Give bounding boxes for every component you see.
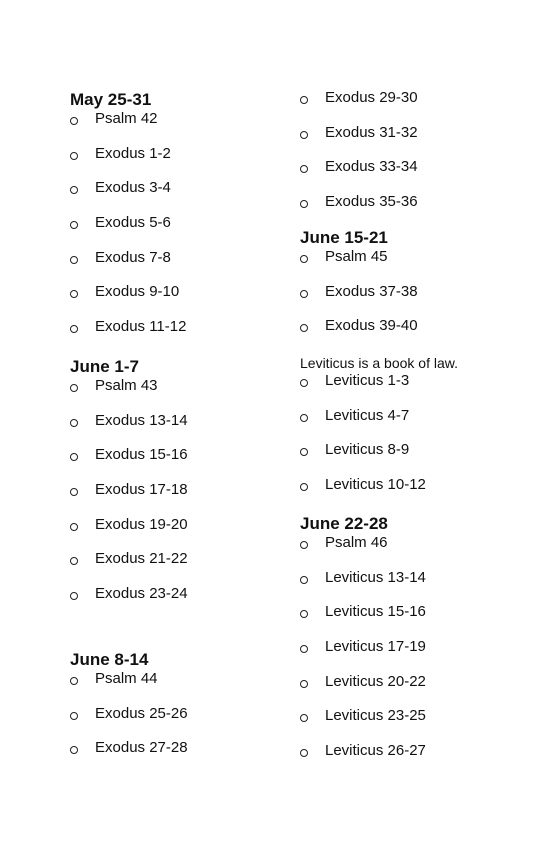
- reading-label: Exodus 5-6: [95, 214, 171, 232]
- reading-list: [70, 110, 300, 353]
- circle-bullet-icon: [70, 419, 78, 427]
- leviticus-section: [300, 354, 530, 511]
- circle-bullet-icon: [300, 324, 308, 332]
- reading-item: [70, 377, 300, 412]
- circle-bullet-icon: [300, 165, 308, 173]
- reading-label: Exodus 1-2: [95, 144, 171, 162]
- reading-label: Leviticus 1-3: [325, 372, 410, 389]
- section-june-1-7: [70, 357, 300, 620]
- circle-bullet-icon: [300, 200, 308, 208]
- reading-item: [70, 446, 300, 481]
- section-heading: June 22-28: [300, 514, 388, 533]
- circle-bullet-icon: [70, 152, 78, 160]
- reading-label: Exodus 21-22: [95, 550, 188, 568]
- reading-label: Leviticus 13-14: [325, 568, 426, 586]
- circle-bullet-icon: [70, 453, 78, 461]
- section-heading: May 25-31: [70, 90, 152, 109]
- reading-item: [70, 179, 300, 214]
- reading-list: [300, 534, 530, 777]
- reading-label: Exodus 3-4: [95, 179, 171, 197]
- circle-bullet-icon: [300, 131, 308, 139]
- reading-item: [300, 707, 530, 742]
- reading-item: [300, 603, 530, 638]
- reading-label: Psalm 44: [95, 670, 158, 687]
- circle-bullet-icon: [70, 290, 78, 298]
- circle-bullet-icon: [70, 557, 78, 565]
- section-heading: June 1-7: [70, 357, 139, 376]
- circle-bullet-icon: [70, 677, 78, 685]
- reading-label: Psalm 43: [95, 377, 158, 394]
- reading-item: [70, 481, 300, 516]
- circle-bullet-icon: [70, 384, 78, 392]
- reading-item: [300, 283, 530, 318]
- leviticus-note: Leviticus is a book of law.: [300, 355, 458, 371]
- reading-label: Exodus 25-26: [95, 704, 188, 722]
- reading-item: [70, 670, 300, 705]
- reading-label: Psalm 42: [95, 110, 158, 127]
- reading-label: Exodus 19-20: [95, 515, 188, 533]
- reading-label: Exodus 37-38: [325, 282, 418, 300]
- reading-label: Leviticus 8-9: [325, 441, 410, 459]
- circle-bullet-icon: [300, 680, 308, 688]
- reading-item: [300, 534, 530, 569]
- reading-item: [70, 249, 300, 284]
- reading-item: [300, 441, 530, 476]
- reading-item: [300, 124, 530, 159]
- reading-label: Exodus 7-8: [95, 248, 171, 266]
- circle-bullet-icon: [70, 325, 78, 333]
- reading-item: [300, 248, 530, 283]
- circle-bullet-icon: [70, 256, 78, 264]
- reading-item: [300, 158, 530, 193]
- reading-item: [300, 673, 530, 708]
- circle-bullet-icon: [300, 290, 308, 298]
- section-june-8-14: [70, 650, 300, 774]
- reading-item: [300, 407, 530, 442]
- circle-bullet-icon: [70, 712, 78, 720]
- circle-bullet-icon: [70, 746, 78, 754]
- circle-bullet-icon: [70, 523, 78, 531]
- reading-item: [300, 89, 530, 124]
- reading-item: [300, 372, 530, 407]
- reading-item: [70, 110, 300, 145]
- section-heading: June 15-21: [300, 228, 388, 247]
- circle-bullet-icon: [300, 576, 308, 584]
- reading-label: Exodus 35-36: [325, 193, 418, 211]
- reading-item: [300, 638, 530, 673]
- circle-bullet-icon: [70, 117, 78, 125]
- reading-item: [300, 569, 530, 604]
- circle-bullet-icon: [300, 714, 308, 722]
- reading-item: [70, 705, 300, 740]
- reading-item: [70, 739, 300, 774]
- section-may-25-31: [70, 90, 300, 353]
- reading-label: Exodus 15-16: [95, 446, 188, 464]
- circle-bullet-icon: [300, 379, 308, 387]
- circle-bullet-icon: [300, 541, 308, 549]
- reading-item: [70, 214, 300, 249]
- reading-item: [70, 283, 300, 318]
- circle-bullet-icon: [300, 749, 308, 757]
- reading-label: Leviticus 20-22: [325, 672, 426, 690]
- circle-bullet-icon: [300, 645, 308, 653]
- reading-label: Exodus 27-28: [95, 739, 188, 757]
- continued-list: [300, 89, 530, 228]
- circle-bullet-icon: [300, 255, 308, 263]
- reading-label: Exodus 29-30: [325, 89, 418, 106]
- reading-label: Exodus 23-24: [95, 585, 188, 603]
- reading-label: Exodus 11-12: [95, 318, 187, 336]
- reading-list: [300, 372, 530, 511]
- reading-item: [70, 318, 300, 353]
- section-june-15-21: [300, 228, 530, 352]
- reading-label: Leviticus 26-27: [325, 742, 426, 760]
- reading-label: Leviticus 10-12: [325, 476, 426, 494]
- circle-bullet-icon: [300, 96, 308, 104]
- reading-label: Leviticus 17-19: [325, 638, 426, 656]
- reading-label: Exodus 13-14: [95, 411, 188, 429]
- reading-item: [300, 317, 530, 352]
- reading-label: Psalm 45: [325, 248, 388, 265]
- circle-bullet-icon: [70, 592, 78, 600]
- circle-bullet-icon: [300, 448, 308, 456]
- reading-item: [300, 476, 530, 511]
- reading-label: Exodus 31-32: [325, 123, 418, 141]
- circle-bullet-icon: [300, 414, 308, 422]
- reading-label: Leviticus 4-7: [325, 406, 410, 424]
- circle-bullet-icon: [300, 610, 308, 618]
- circle-bullet-icon: [70, 221, 78, 229]
- circle-bullet-icon: [70, 186, 78, 194]
- reading-list: [300, 89, 530, 228]
- reading-item: [70, 585, 300, 620]
- circle-bullet-icon: [300, 483, 308, 491]
- reading-item: [70, 145, 300, 180]
- reading-item: [300, 193, 530, 228]
- section-june-22-28: [300, 514, 530, 777]
- reading-item: [70, 516, 300, 551]
- reading-label: Exodus 17-18: [95, 481, 188, 499]
- reading-list: [300, 248, 530, 352]
- section-heading: June 8-14: [70, 650, 149, 669]
- circle-bullet-icon: [70, 488, 78, 496]
- reading-label: Leviticus 23-25: [325, 707, 426, 725]
- reading-item: [70, 550, 300, 585]
- reading-list: [70, 377, 300, 620]
- reading-item: [70, 412, 300, 447]
- reading-label: Leviticus 15-16: [325, 603, 426, 621]
- reading-label: Exodus 33-34: [325, 158, 418, 176]
- reading-item: [300, 742, 530, 777]
- reading-label: Psalm 46: [325, 534, 388, 551]
- reading-label: Exodus 39-40: [325, 317, 418, 335]
- reading-list: [70, 670, 300, 774]
- reading-label: Exodus 9-10: [95, 283, 180, 301]
